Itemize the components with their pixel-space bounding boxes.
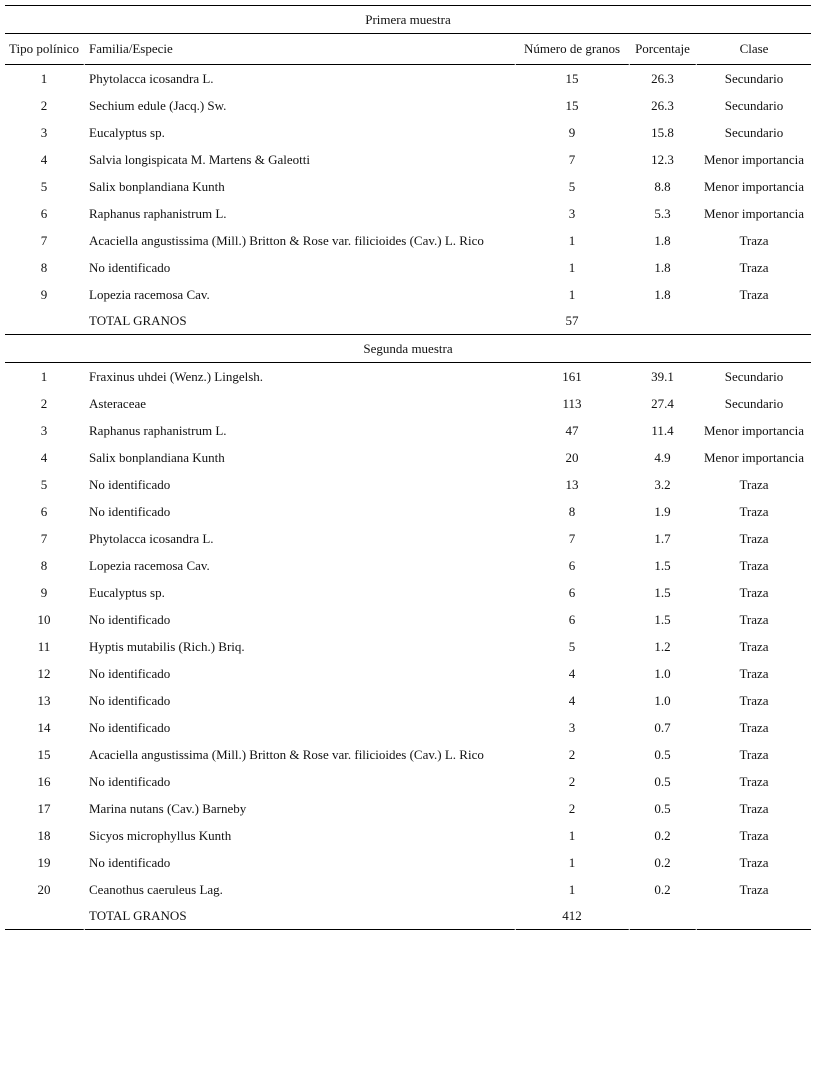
porcentaje-cell: 1.8 — [630, 281, 697, 308]
clase-cell: Traza — [739, 260, 769, 275]
porcentaje-cell: 1.8 — [630, 254, 697, 281]
clase-cell: Traza — [739, 233, 769, 248]
table-row — [5, 281, 811, 308]
tipo-cell: 13 — [5, 687, 85, 714]
table-row — [5, 254, 811, 281]
tipo-cell: 12 — [5, 660, 85, 687]
tipo-cell: 1 — [5, 65, 85, 92]
header-row — [5, 34, 811, 65]
especie-cell: Eucalyptus sp. — [85, 119, 516, 146]
tipo-cell: 1 — [5, 363, 85, 390]
especie-cell: No identificado — [85, 768, 516, 795]
table-row — [5, 173, 811, 200]
tipo-cell: 10 — [5, 606, 85, 633]
total-label: TOTAL GRANOS — [85, 903, 516, 930]
sample2-title: Segunda muestra — [5, 334, 811, 363]
clase-cell: Traza — [739, 585, 769, 600]
clase-cell: Traza — [739, 287, 769, 302]
especie-cell: No identificado — [85, 498, 516, 525]
especie-cell: No identificado — [85, 849, 516, 876]
tipo-cell: 11 — [5, 633, 85, 660]
header-tipo: Tipo polínico — [5, 34, 85, 65]
especie-cell: Hyptis mutabilis (Rich.) Briq. — [85, 633, 516, 660]
porcentaje-cell: 12.3 — [630, 146, 697, 173]
table-row — [5, 498, 811, 525]
porcentaje-cell: 5.3 — [630, 200, 697, 227]
clase-cell: Menor importancia — [704, 152, 804, 167]
clase-cell: Menor importancia — [704, 179, 804, 194]
total-empty-1 — [5, 308, 85, 334]
porcentaje-cell: 1.5 — [630, 579, 697, 606]
table-row — [5, 876, 811, 903]
porcentaje-cell: 1.0 — [630, 660, 697, 687]
granos-cell: 161 — [516, 363, 630, 390]
granos-cell: 4 — [516, 660, 630, 687]
total-empty-2 — [630, 903, 697, 930]
table-row — [5, 92, 811, 119]
granos-cell: 6 — [516, 552, 630, 579]
especie-cell: No identificado — [85, 687, 516, 714]
granos-cell: 4 — [516, 687, 630, 714]
clase-cell: Traza — [739, 666, 769, 681]
porcentaje-cell: 27.4 — [630, 390, 697, 417]
porcentaje-cell: 15.8 — [630, 119, 697, 146]
granos-cell: 2 — [516, 768, 630, 795]
porcentaje-cell: 1.7 — [630, 525, 697, 552]
table-row — [5, 525, 811, 552]
granos-cell: 9 — [516, 119, 630, 146]
tipo-cell: 2 — [5, 92, 85, 119]
tipo-cell: 2 — [5, 390, 85, 417]
table-row — [5, 552, 811, 579]
table-row — [5, 390, 811, 417]
clase-cell: Traza — [739, 720, 769, 735]
sample1-title: Primera muestra — [5, 5, 811, 34]
total-empty-2 — [630, 308, 697, 334]
total-empty-3 — [697, 903, 811, 930]
tipo-cell: 3 — [5, 417, 85, 444]
especie-cell: Acaciella angustissima (Mill.) Britton & Rose var. filicioides (Cav.) L. Rico — [85, 741, 516, 768]
tipo-cell: 9 — [5, 281, 85, 308]
especie-cell: Acaciella angustissima (Mill.) Britton & Rose var. filicioides (Cav.) L. Rico — [85, 227, 516, 254]
porcentaje-cell: 0.2 — [630, 876, 697, 903]
clase-cell: Traza — [739, 531, 769, 546]
clase-cell: Secundario — [724, 71, 784, 86]
table-row — [5, 363, 811, 390]
header-clase: Clase — [697, 34, 811, 65]
porcentaje-cell: 0.7 — [630, 714, 697, 741]
tipo-cell: 8 — [5, 254, 85, 281]
clase-cell: Menor importancia — [704, 423, 804, 438]
table-row — [5, 444, 811, 471]
especie-cell: Asteraceae — [85, 390, 516, 417]
porcentaje-cell: 39.1 — [630, 363, 697, 390]
clase-cell: Traza — [739, 747, 769, 762]
table-row — [5, 200, 811, 227]
tipo-cell: 17 — [5, 795, 85, 822]
clase-cell: Secundario — [724, 125, 784, 140]
porcentaje-cell: 1.5 — [630, 606, 697, 633]
table-row — [5, 795, 811, 822]
clase-cell: Traza — [739, 504, 769, 519]
tipo-cell: 15 — [5, 741, 85, 768]
clase-cell: Traza — [739, 558, 769, 573]
section-title-row-1 — [5, 5, 811, 34]
granos-cell: 6 — [516, 579, 630, 606]
clase-cell: Traza — [739, 693, 769, 708]
clase-cell: Traza — [739, 855, 769, 870]
porcentaje-cell: 26.3 — [630, 65, 697, 92]
table-row — [5, 417, 811, 444]
table-row — [5, 633, 811, 660]
granos-cell: 5 — [516, 633, 630, 660]
especie-cell: Eucalyptus sp. — [85, 579, 516, 606]
tipo-cell: 9 — [5, 579, 85, 606]
porcentaje-cell: 26.3 — [630, 92, 697, 119]
granos-cell: 1 — [516, 822, 630, 849]
clase-cell: Traza — [739, 801, 769, 816]
total-value: 57 — [516, 308, 630, 334]
granos-cell: 7 — [516, 525, 630, 552]
especie-cell: Phytolacca icosandra L. — [85, 525, 516, 552]
tipo-cell: 7 — [5, 227, 85, 254]
clase-cell: Menor importancia — [704, 450, 804, 465]
porcentaje-cell: 8.8 — [630, 173, 697, 200]
granos-cell: 1 — [516, 254, 630, 281]
header-porcentaje: Porcentaje — [630, 34, 697, 65]
tipo-cell: 18 — [5, 822, 85, 849]
especie-cell: Salix bonplandiana Kunth — [85, 173, 516, 200]
tipo-cell: 19 — [5, 849, 85, 876]
porcentaje-cell: 1.5 — [630, 552, 697, 579]
especie-cell: Raphanus raphanistrum L. — [85, 200, 516, 227]
table-row — [5, 687, 811, 714]
porcentaje-cell: 0.5 — [630, 741, 697, 768]
table-row — [5, 471, 811, 498]
clase-cell: Traza — [739, 639, 769, 654]
table-row — [5, 741, 811, 768]
porcentaje-cell: 1.9 — [630, 498, 697, 525]
granos-cell: 3 — [516, 200, 630, 227]
table-row — [5, 660, 811, 687]
porcentaje-cell: 1.8 — [630, 227, 697, 254]
granos-cell: 15 — [516, 92, 630, 119]
granos-cell: 6 — [516, 606, 630, 633]
tipo-cell: 16 — [5, 768, 85, 795]
porcentaje-cell: 1.0 — [630, 687, 697, 714]
tipo-cell: 4 — [5, 444, 85, 471]
especie-cell: Salix bonplandiana Kunth — [85, 444, 516, 471]
porcentaje-cell: 4.9 — [630, 444, 697, 471]
porcentaje-cell: 1.2 — [630, 633, 697, 660]
table-row — [5, 714, 811, 741]
total-row — [5, 903, 811, 930]
clase-cell: Traza — [739, 882, 769, 897]
especie-cell: Salvia longispicata M. Martens & Galeotti — [85, 146, 516, 173]
especie-cell: Lopezia racemosa Cav. — [85, 552, 516, 579]
granos-cell: 13 — [516, 471, 630, 498]
especie-cell: Marina nutans (Cav.) Barneby — [85, 795, 516, 822]
especie-cell: Fraxinus uhdei (Wenz.) Lingelsh. — [85, 363, 516, 390]
tipo-cell: 5 — [5, 471, 85, 498]
clase-cell: Traza — [739, 828, 769, 843]
granos-cell: 47 — [516, 417, 630, 444]
tipo-cell: 3 — [5, 119, 85, 146]
table-row — [5, 606, 811, 633]
pollen-table-container — [5, 5, 811, 930]
tipo-cell: 7 — [5, 525, 85, 552]
header-especie: Familia/Especie — [85, 34, 516, 65]
granos-cell: 113 — [516, 390, 630, 417]
clase-cell: Secundario — [724, 396, 784, 411]
granos-cell: 5 — [516, 173, 630, 200]
clase-cell: Menor importancia — [704, 206, 804, 221]
clase-cell: Traza — [739, 477, 769, 492]
total-value: 412 — [516, 903, 630, 930]
tipo-cell: 8 — [5, 552, 85, 579]
tipo-cell: 6 — [5, 498, 85, 525]
porcentaje-cell: 0.2 — [630, 849, 697, 876]
total-label: TOTAL GRANOS — [85, 308, 516, 334]
header-granos: Número de granos — [516, 34, 630, 65]
especie-cell: Raphanus raphanistrum L. — [85, 417, 516, 444]
porcentaje-cell: 11.4 — [630, 417, 697, 444]
clase-cell: Traza — [739, 612, 769, 627]
especie-cell: Lopezia racemosa Cav. — [85, 281, 516, 308]
especie-cell: No identificado — [85, 254, 516, 281]
tipo-cell: 6 — [5, 200, 85, 227]
porcentaje-cell: 0.5 — [630, 768, 697, 795]
especie-cell: Ceanothus caeruleus Lag. — [85, 876, 516, 903]
porcentaje-cell: 3.2 — [630, 471, 697, 498]
granos-cell: 20 — [516, 444, 630, 471]
tipo-cell: 20 — [5, 876, 85, 903]
table-row — [5, 119, 811, 146]
especie-cell: No identificado — [85, 714, 516, 741]
tipo-cell: 14 — [5, 714, 85, 741]
table-row — [5, 768, 811, 795]
section-title-row-2 — [5, 334, 811, 363]
pollen-table-body — [5, 5, 811, 930]
table-row — [5, 579, 811, 606]
table-row — [5, 65, 811, 92]
tipo-cell: 5 — [5, 173, 85, 200]
porcentaje-cell: 0.5 — [630, 795, 697, 822]
especie-cell: No identificado — [85, 606, 516, 633]
granos-cell: 1 — [516, 876, 630, 903]
total-empty-1 — [5, 903, 85, 930]
clase-cell: Secundario — [724, 98, 784, 113]
table-row — [5, 849, 811, 876]
table-row — [5, 227, 811, 254]
especie-cell: No identificado — [85, 660, 516, 687]
granos-cell: 1 — [516, 281, 630, 308]
clase-cell: Traza — [739, 774, 769, 789]
clase-cell: Secundario — [724, 369, 784, 384]
pollen-table — [5, 5, 811, 930]
total-empty-3 — [697, 308, 811, 334]
granos-cell: 15 — [516, 65, 630, 92]
total-row — [5, 308, 811, 334]
granos-cell: 2 — [516, 741, 630, 768]
porcentaje-cell: 0.2 — [630, 822, 697, 849]
especie-cell: Sechium edule (Jacq.) Sw. — [85, 92, 516, 119]
granos-cell: 8 — [516, 498, 630, 525]
especie-cell: No identificado — [85, 471, 516, 498]
table-row — [5, 822, 811, 849]
granos-cell: 1 — [516, 849, 630, 876]
especie-cell: Phytolacca icosandra L. — [85, 65, 516, 92]
tipo-cell: 4 — [5, 146, 85, 173]
granos-cell: 2 — [516, 795, 630, 822]
granos-cell: 3 — [516, 714, 630, 741]
granos-cell: 7 — [516, 146, 630, 173]
granos-cell: 1 — [516, 227, 630, 254]
table-row — [5, 146, 811, 173]
especie-cell: Sicyos microphyllus Kunth — [85, 822, 516, 849]
